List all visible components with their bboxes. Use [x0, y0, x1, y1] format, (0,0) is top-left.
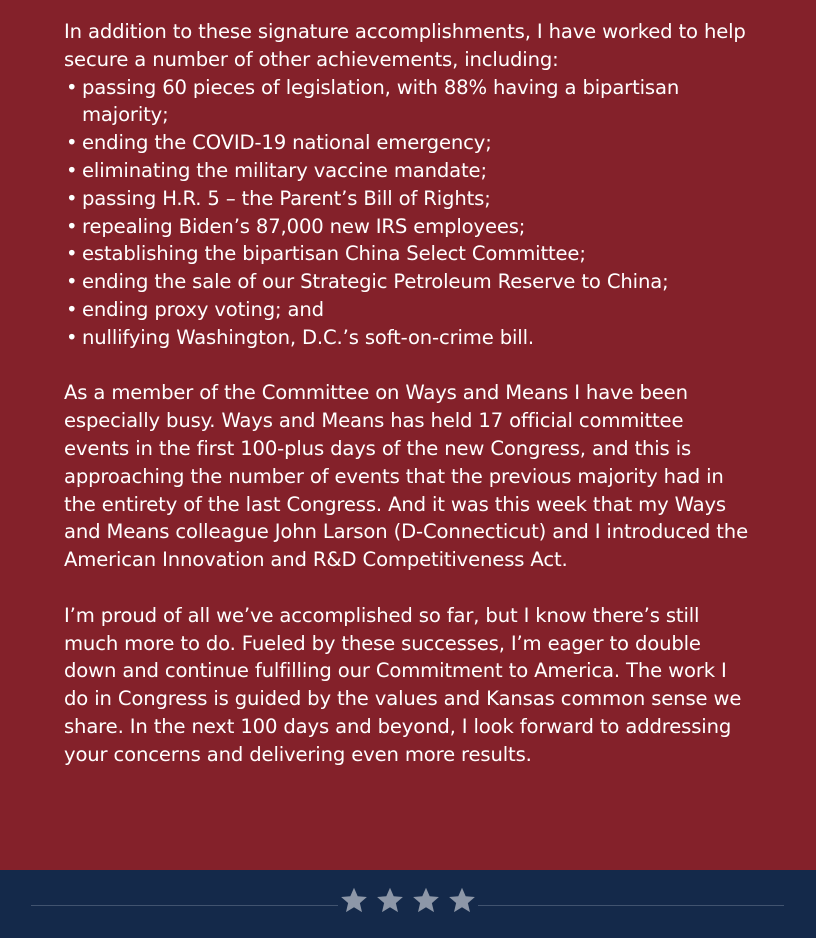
- star-icon: [339, 885, 369, 915]
- bullet-icon: •: [66, 297, 78, 321]
- bullet-icon: •: [66, 242, 78, 266]
- divider-line-right: [478, 905, 784, 906]
- star-icon: [411, 885, 441, 915]
- intro-paragraph: In addition to these signature accomplishments, I have worked to help secure a number of other achievements, including:: [64, 20, 746, 71]
- list-item: [64, 157, 754, 185]
- list-item: [64, 240, 754, 268]
- list-item-text: ending proxy voting; and: [82, 297, 324, 321]
- bullet-icon: •: [66, 270, 78, 294]
- bullet-icon: •: [66, 131, 78, 155]
- bullet-icon: •: [66, 75, 78, 99]
- list-item-text: ending the COVID-19 national emergency;: [82, 131, 492, 155]
- list-item-text: establishing the bipartisan China Select Committee;: [82, 242, 586, 266]
- paragraph-spacer: [64, 574, 754, 602]
- achievements-list: [64, 74, 754, 352]
- article-content: [64, 18, 754, 769]
- ways-means-paragraph: As a member of the Committee on Ways and Means I have been especially busy. Ways and Means has held 17 official committee events in the first 100-plus days of the new Congress, and this is approaching the number of events that the previous majority had in the entirety of the last Congress. And it was this week that my Ways and Means colleague John Larson (D-Connecticut) and I introduced the American Innovation and R&D Competitiveness Act.: [64, 381, 748, 572]
- list-item: [64, 324, 754, 352]
- footer-divider: [0, 870, 816, 938]
- list-item: [64, 296, 754, 324]
- list-item-text: nullifying Washington, D.C.’s soft-on-crime bill.: [82, 325, 534, 349]
- list-item: [64, 185, 754, 213]
- list-item-text: passing 60 pieces of legislation, with 88% having a bipartisan majority;: [82, 75, 680, 127]
- closing-paragraph: I’m proud of all we’ve accomplished so far, but I know there’s still much more to do. Fueled by these successes, I’m eager to double down and continue fulfilling our Commitment to America. The work I do in Congress is guided by the values and Kansas common sense we share. In the next 100 days and beyond, I look forward to addressing your concerns and delivering even more results.: [64, 603, 742, 766]
- star-row: [339, 885, 477, 915]
- paragraph-spacer: [64, 352, 754, 380]
- bullet-icon: •: [66, 186, 78, 210]
- star-icon: [447, 885, 477, 915]
- list-item-text: eliminating the military vaccine mandate;: [82, 158, 487, 182]
- bullet-icon: •: [66, 158, 78, 182]
- star-icon: [375, 885, 405, 915]
- list-item-text: ending the sale of our Strategic Petroleum Reserve to China;: [82, 270, 669, 294]
- list-item: [64, 268, 754, 296]
- list-item-text: repealing Biden’s 87,000 new IRS employees;: [82, 214, 526, 238]
- bullet-icon: •: [66, 214, 78, 238]
- list-item: [64, 213, 754, 241]
- bullet-icon: •: [66, 325, 78, 349]
- list-item-text: passing H.R. 5 – the Parent’s Bill of Rights;: [82, 186, 491, 210]
- list-item: [64, 74, 754, 130]
- divider-line-left: [31, 905, 338, 906]
- list-item: [64, 129, 754, 157]
